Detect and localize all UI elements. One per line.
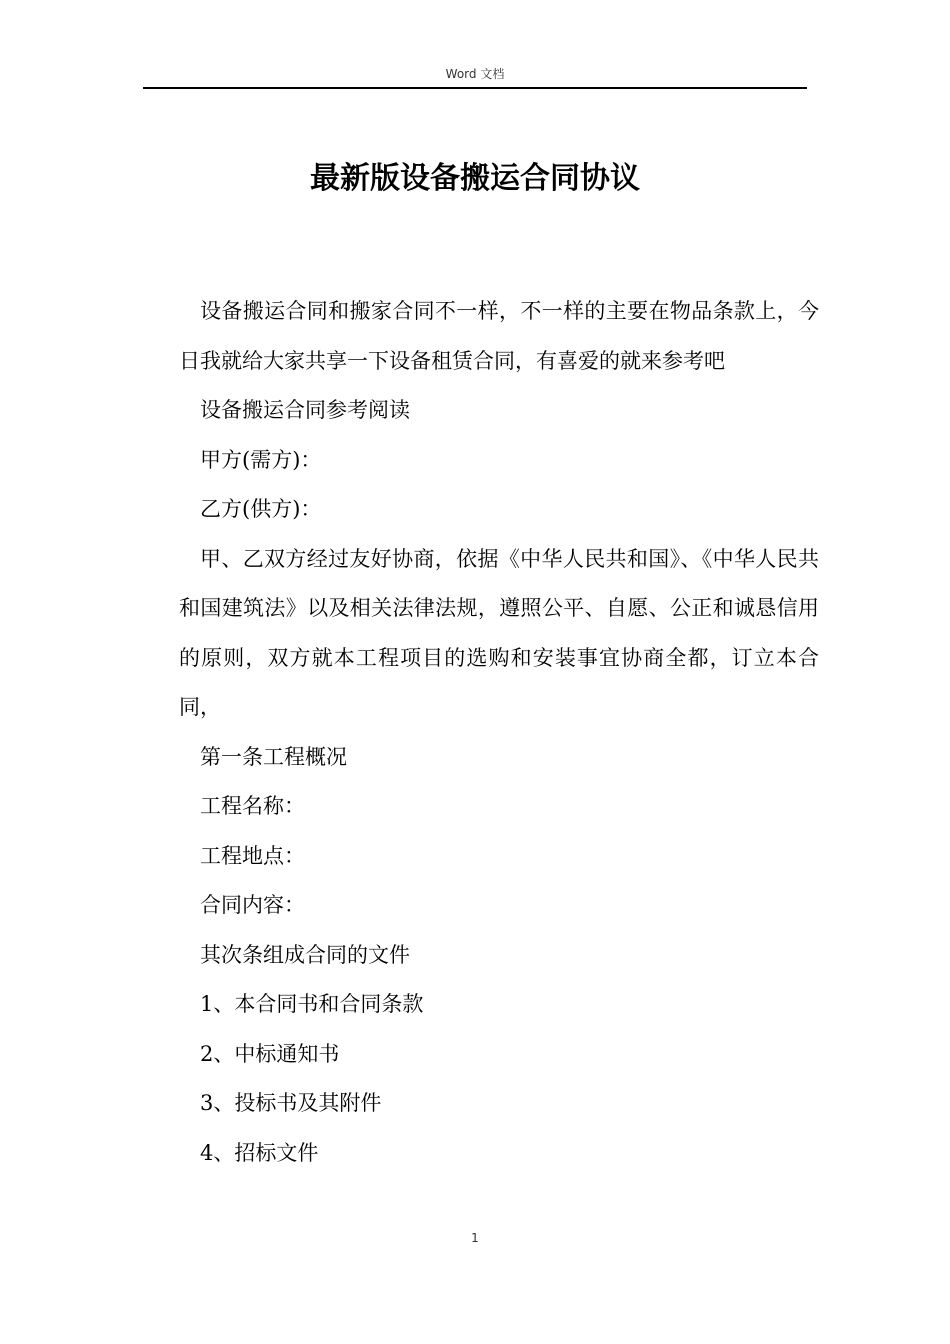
paragraph-contract-content: 合同内容： (200, 893, 305, 917)
paragraph-project-name: 工程名称： (200, 794, 305, 818)
page-number: 1 (471, 1231, 479, 1245)
paragraph-article-2: 其次条组成合同的文件 (200, 942, 410, 967)
page-header: Word 文档 (445, 67, 505, 81)
paragraph-party-a: 甲方(需方)： (200, 447, 322, 472)
list-item-3: 3、投标书及其附件 (200, 1091, 382, 1115)
paragraph-project-location: 工程地点： (200, 843, 305, 868)
paragraph-agreement-basis: 甲、乙双方经过友好协商，依据《中华人民共和国》、《中华人民共和国建筑法》以及相关法律法规，遵照公平、自愿、公正和诚恳信用的原则，双方就本工程项目的选购和安装事宜协商全都，订立本合同， (179, 546, 819, 719)
list-item-2: 2、中标通知书 (200, 1041, 340, 1066)
paragraph-party-b: 乙方(供方)： (200, 497, 322, 521)
paragraph-reference: 设备搬运合同参考阅读 (200, 398, 410, 422)
list-item-1: 1、本合同书和合同条款 (200, 992, 424, 1016)
header-divider (143, 87, 807, 89)
paragraph-article-1: 第一条工程概况 (200, 744, 347, 769)
document-body (179, 287, 819, 1178)
list-item-4: 4、招标文件 (200, 1140, 319, 1165)
document-title: 最新版设备搬运合同协议 (310, 161, 640, 196)
paragraph-intro: 设备搬运合同和搬家合同不一样，不一样的主要在物品条款上，今日我就给大家共享一下设备租赁合同，有喜爱的就来参考吧 (179, 299, 819, 373)
